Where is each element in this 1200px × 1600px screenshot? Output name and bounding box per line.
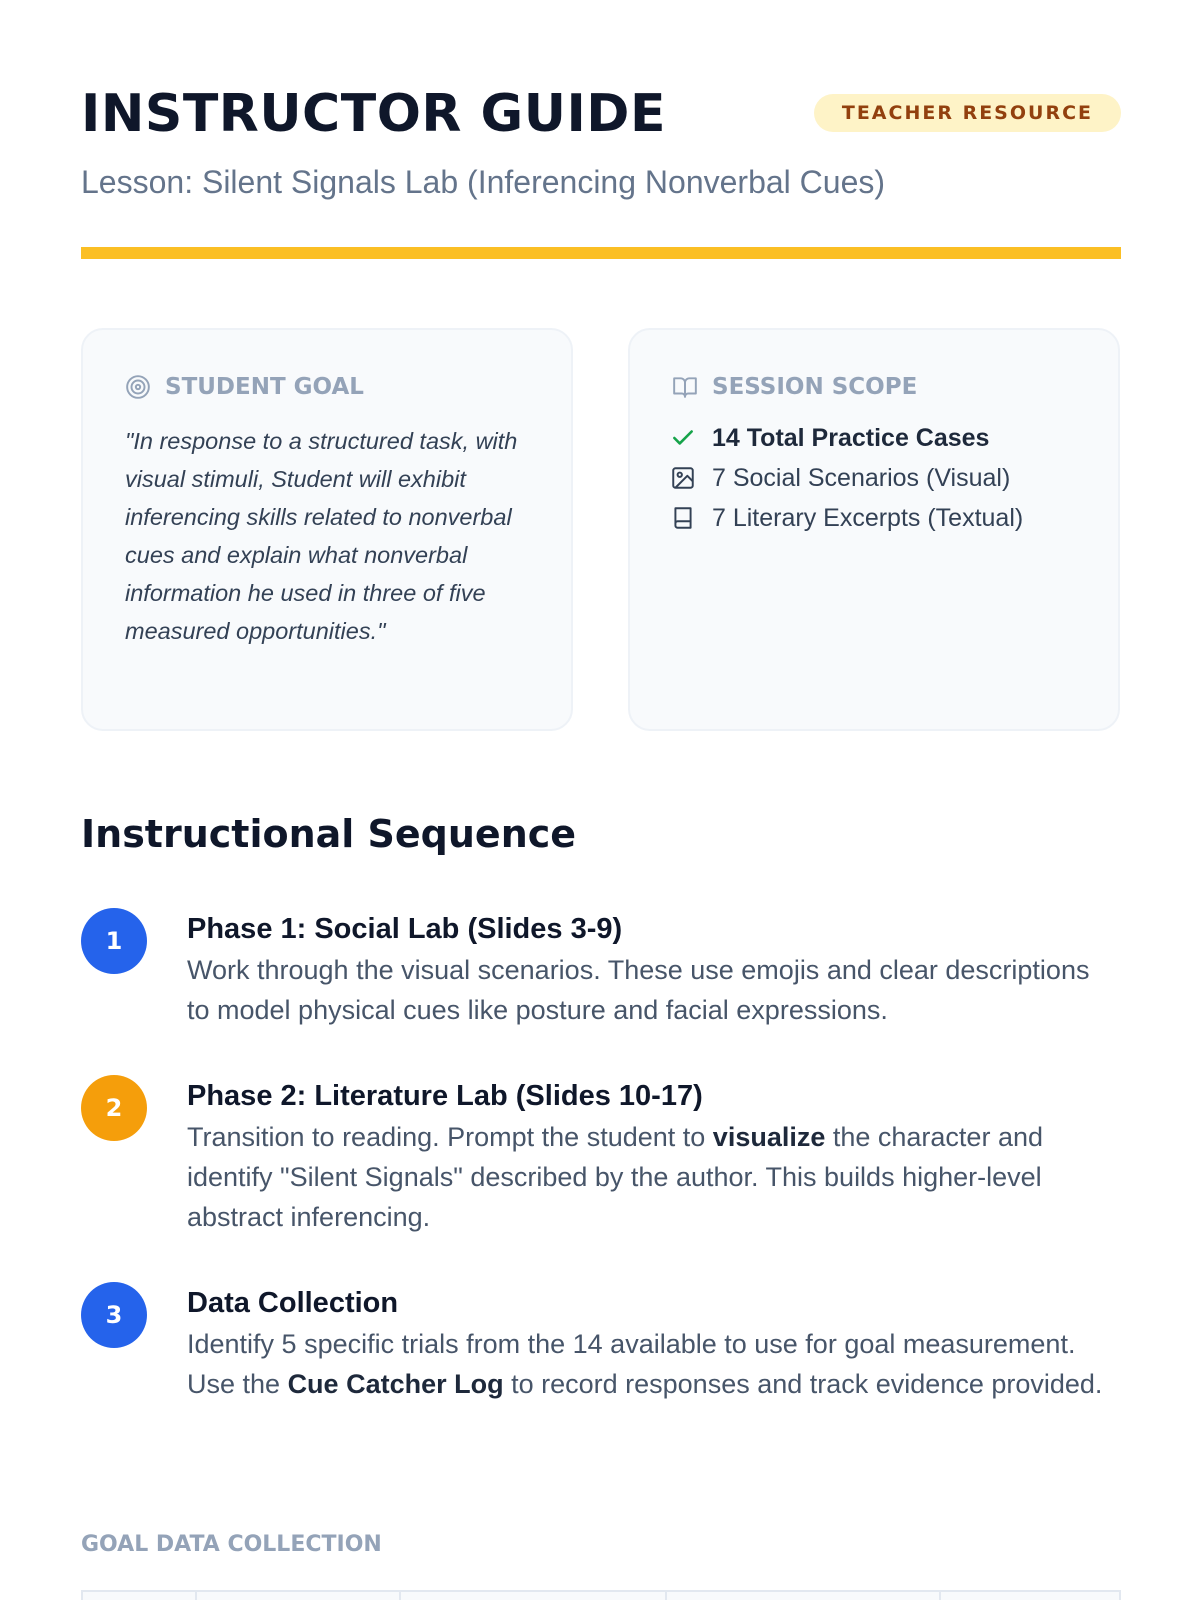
table-column-divider xyxy=(939,1592,941,1600)
step-description: Identify 5 specific trials from the 14 available to use for goal measurement. Use the Cue Catcher Log to record responses and track evidence provided. xyxy=(187,1329,1103,1399)
scope-item-literary xyxy=(670,498,1023,538)
step-number-badge: 2 xyxy=(81,1075,147,1141)
teacher-resource-badge: TEACHER RESOURCE xyxy=(814,94,1121,132)
table-column-divider xyxy=(665,1592,667,1600)
image-icon xyxy=(670,465,696,491)
open-book-icon xyxy=(672,374,698,400)
lesson-subtitle: Lesson: Silent Signals Lab (Inferencing Nonverbal Cues) xyxy=(81,164,886,200)
header-divider xyxy=(81,247,1121,259)
step-title: Phase 1: Social Lab (Slides 3-9) xyxy=(187,913,623,945)
scope-item-total xyxy=(670,418,1023,458)
student-goal-quote: "In response to a structured task, with visual stimuli, Student will exhibit inferencing skills related to nonverbal cues and explain what nonverbal information he used in three of five measured opportunities." xyxy=(125,428,518,644)
emphasis-visualize: visualize xyxy=(712,1122,826,1152)
page-title: INSTRUCTOR GUIDE xyxy=(81,84,666,144)
scope-list xyxy=(670,418,1023,538)
page-header xyxy=(81,84,1121,144)
book-icon xyxy=(670,505,696,531)
emphasis-cue-catcher-log: Cue Catcher Log xyxy=(287,1369,504,1399)
student-goal-card xyxy=(81,328,573,731)
step-number-badge: 3 xyxy=(81,1282,147,1348)
session-scope-card xyxy=(628,328,1120,731)
target-icon xyxy=(125,374,151,400)
scope-item-text: 7 Social Scenarios (Visual) xyxy=(712,463,1011,492)
session-scope-label: SESSION SCOPE xyxy=(712,374,918,400)
step-number-badge: 1 xyxy=(81,908,147,974)
session-scope-header xyxy=(672,372,917,402)
check-icon xyxy=(670,425,696,451)
goal-data-collection-title: GOAL DATA COLLECTION xyxy=(81,1532,382,1557)
step-description: Work through the visual scenarios. These use emojis and clear descriptions to model physical cues like posture and facial expressions. xyxy=(187,955,1090,1025)
student-goal-label: STUDENT GOAL xyxy=(165,374,364,400)
step-title: Data Collection xyxy=(187,1287,399,1319)
student-goal-header xyxy=(125,372,364,402)
table-column-divider xyxy=(399,1592,401,1600)
scope-item-text: 7 Literary Excerpts (Textual) xyxy=(712,503,1024,532)
table-column-divider xyxy=(195,1592,197,1600)
instructional-sequence-title: Instructional Sequence xyxy=(81,812,577,856)
scope-item-text: 14 Total Practice Cases xyxy=(712,423,990,452)
step-description: Transition to reading. Prompt the student to visualize the character and identify "Silent Signals" described by the author. This builds higher-level abstract inferencing. xyxy=(187,1122,1043,1232)
goal-data-table xyxy=(81,1590,1121,1600)
step-title: Phase 2: Literature Lab (Slides 10-17) xyxy=(187,1080,703,1112)
scope-item-social xyxy=(670,458,1023,498)
